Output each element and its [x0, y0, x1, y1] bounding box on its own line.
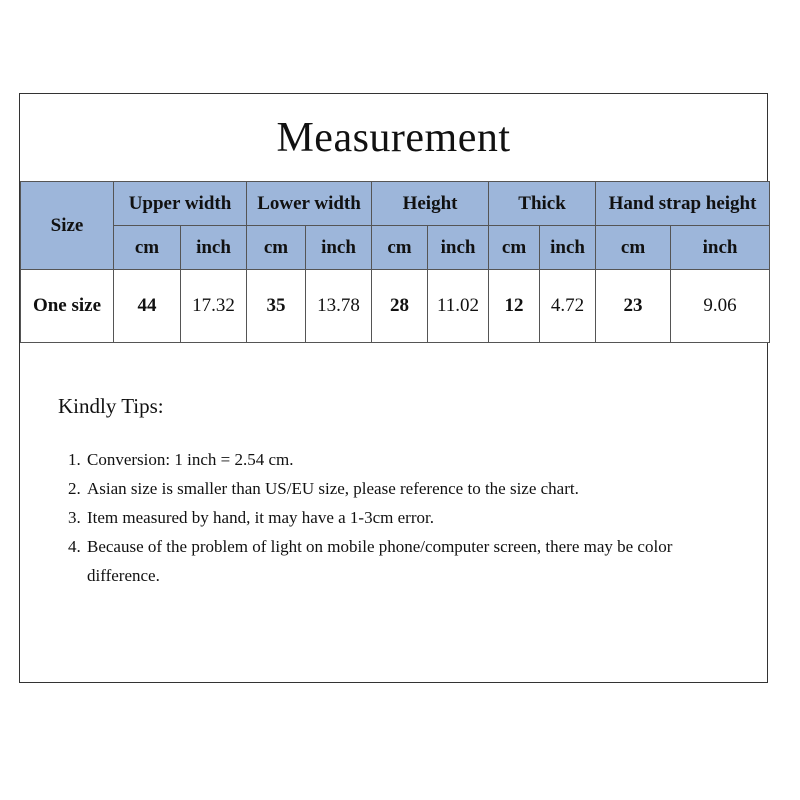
measurement-table	[20, 181, 770, 343]
tips-section	[58, 394, 738, 590]
value-cell: 11.02	[428, 270, 489, 343]
unit-header: cm	[372, 226, 428, 270]
tips-title: Kindly Tips:	[58, 394, 164, 418]
tips-list	[58, 445, 738, 590]
size-chart-sheet	[19, 93, 768, 683]
table-unit-row	[21, 226, 770, 270]
group-header-height: Height	[372, 182, 489, 226]
list-item: 3. Item measured by hand, it may have a 1-3cm error.	[85, 503, 738, 532]
list-item: 1. Conversion: 1 inch = 2.54 cm.	[85, 445, 738, 474]
table-row	[21, 270, 770, 343]
unit-header: inch	[181, 226, 247, 270]
unit-header: cm	[489, 226, 540, 270]
group-header-thick: Thick	[489, 182, 596, 226]
unit-header: cm	[247, 226, 306, 270]
size-header: Size	[21, 182, 114, 270]
value-cell: 9.06	[671, 270, 770, 343]
unit-header: cm	[596, 226, 671, 270]
group-header-hand-strap-height: Hand strap height	[596, 182, 770, 226]
unit-header: inch	[428, 226, 489, 270]
list-item: 4. Because of the problem of light on mobile phone/computer screen, there may be color difference.	[85, 532, 738, 590]
value-cell: 28	[372, 270, 428, 343]
value-cell: 44	[114, 270, 181, 343]
value-cell: 4.72	[540, 270, 596, 343]
value-cell: 35	[247, 270, 306, 343]
value-cell: 13.78	[306, 270, 372, 343]
page-title: Measurement	[276, 115, 511, 161]
value-cell: 12	[489, 270, 540, 343]
group-header-upper-width: Upper width	[114, 182, 247, 226]
table-header-row	[21, 182, 770, 226]
unit-header: inch	[540, 226, 596, 270]
unit-header: inch	[671, 226, 770, 270]
unit-header: inch	[306, 226, 372, 270]
size-cell: One size	[21, 270, 114, 343]
list-item: 2. Asian size is smaller than US/EU size, please reference to the size chart.	[85, 474, 738, 503]
unit-header: cm	[114, 226, 181, 270]
value-cell: 17.32	[181, 270, 247, 343]
value-cell: 23	[596, 270, 671, 343]
group-header-lower-width: Lower width	[247, 182, 372, 226]
